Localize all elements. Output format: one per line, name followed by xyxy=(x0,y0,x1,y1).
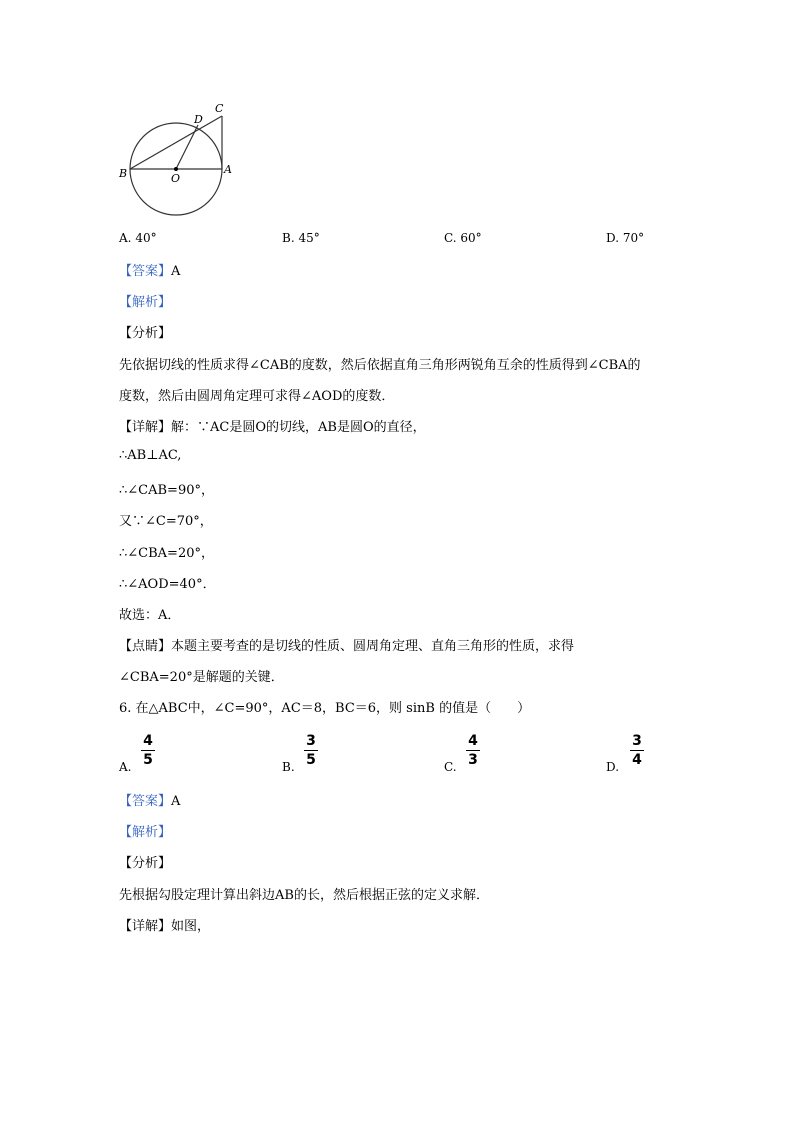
q6-fenxi-tag: 【分析】 xyxy=(119,856,172,871)
q5-fenxi-line2: 度数，然后由圆周角定理可求得∠AOD的度数． xyxy=(119,389,395,404)
q5-step-5: ∴∠AOD=40°． xyxy=(119,577,216,592)
center-point-o xyxy=(174,167,178,171)
q6-choice-c-letter: C. xyxy=(444,760,457,774)
q5-step-1: ∴AB⊥AC, xyxy=(119,448,182,463)
q6-answer: 【答案】A xyxy=(119,794,181,809)
q6-choice-a-letter: A. xyxy=(119,760,132,774)
q5-fenxi-line1: 先依据切线的性质求得∠CAB的度数，然后依据直角三角形两锐角互余的性质得到∠CBA的 xyxy=(119,358,641,373)
q6-choice-d-fraction: 3 4 xyxy=(630,733,644,768)
label-c: C xyxy=(215,102,224,115)
q5-fenxi-tag: 【分析】 xyxy=(119,326,172,341)
q5-dianjing-line2: ∠CBA=20°是解题的关键． xyxy=(119,670,284,685)
q6-detail-line1: 【详解】如图， xyxy=(119,919,211,934)
q5-dianjing-line1: 【点睛】本题主要考查的是切线的性质、圆周角定理、直角三角形的性质，求得 xyxy=(119,639,575,654)
q5-step-3: 又∵∠C=70°， xyxy=(119,514,213,529)
q5-step-4: ∴∠CBA=20°， xyxy=(119,546,214,561)
label-o: O xyxy=(171,172,181,185)
label-b: B xyxy=(119,167,128,180)
q5-step-2: ∴∠CAB=90°， xyxy=(119,483,214,498)
answer-tag: 【答案】 xyxy=(119,794,172,809)
q5-step-6: 故选：A． xyxy=(119,608,181,623)
label-a: A xyxy=(224,163,232,176)
q6-choice-d-letter: D. xyxy=(606,760,620,774)
q6-choice-b-fraction: 3 5 xyxy=(304,733,318,768)
q5-analysis-tag: 【解析】 xyxy=(119,295,172,310)
segment-od xyxy=(176,125,198,169)
q6-choice-c-fraction: 4 3 xyxy=(466,733,480,768)
q5-choice-d: D. 70° xyxy=(606,231,645,245)
q6-stem: 6. 在△ABC中，∠C=90°，AC＝8，BC＝6，则 sinB 的值是（ ） xyxy=(119,701,531,716)
answer-tag: 【答案】 xyxy=(119,264,172,279)
q6-fenxi-line1: 先根据勾股定理计算出斜边AB的长，然后根据正弦的定义求解． xyxy=(119,888,489,903)
circle-tangent-figure xyxy=(110,96,240,220)
q5-answer: 【答案】A xyxy=(119,264,181,279)
q5-choice-a: A. 40° xyxy=(119,231,157,245)
q5-choice-b: B. 45° xyxy=(282,231,320,245)
q5-detail-line1: 【详解】解：∵AC是圆O的切线，AB是圆O的直径， xyxy=(119,420,426,435)
q6-choice-b-letter: B. xyxy=(282,760,295,774)
q6-analysis-tag: 【解析】 xyxy=(119,825,172,840)
q6-choice-a-fraction: 4 5 xyxy=(141,733,155,768)
segment-bc xyxy=(130,116,222,169)
q5-choice-c: C. 60° xyxy=(444,231,482,245)
label-d: D xyxy=(194,113,203,126)
